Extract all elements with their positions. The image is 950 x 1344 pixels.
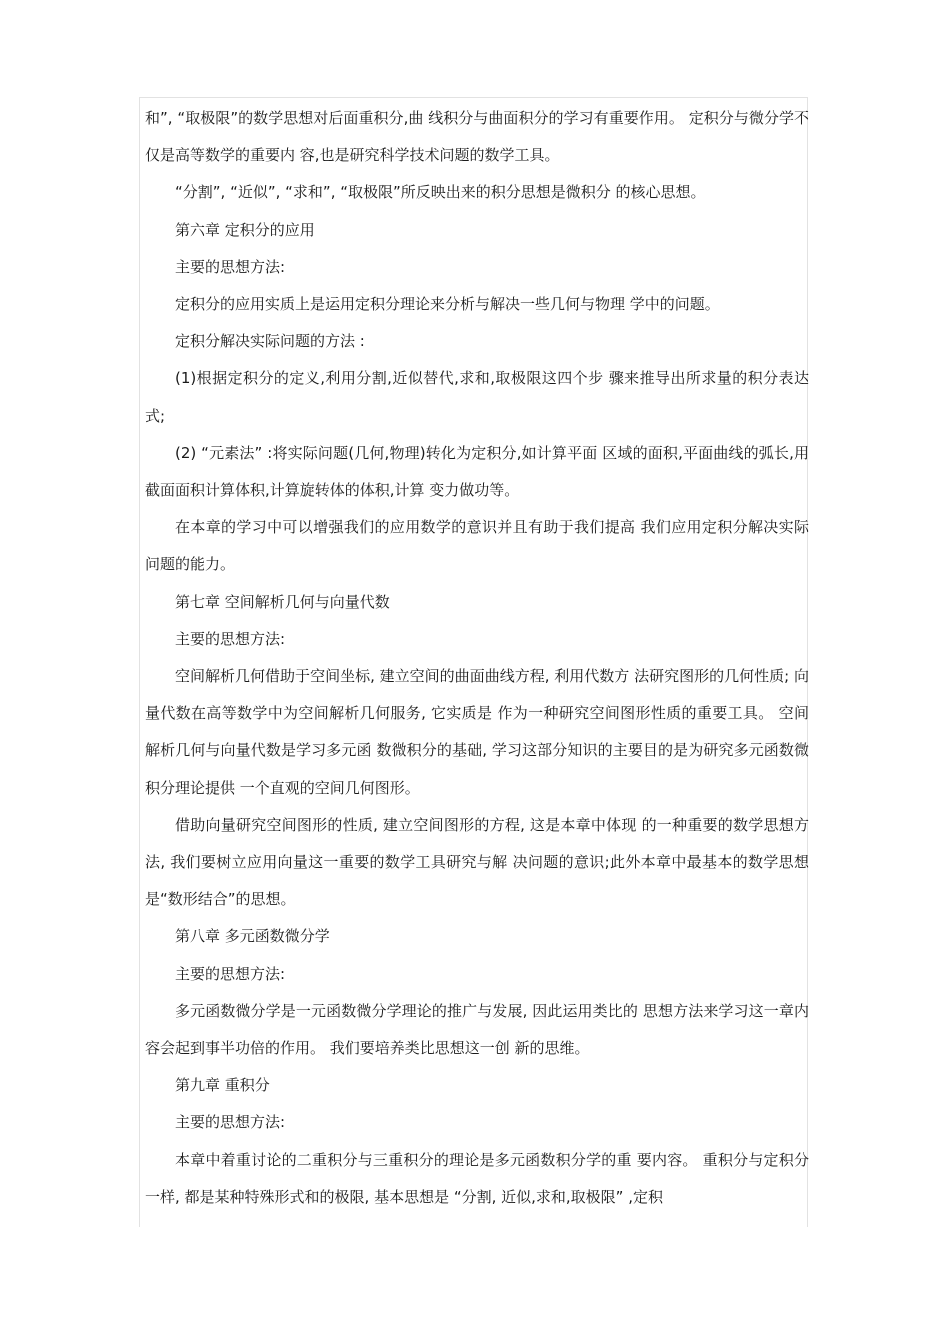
paragraph: 和”, “取极限”的数学思想对后面重积分,曲 线积分与曲面积分的学习有重要作用。 定积分与微分学不仅是高等数学的重要内 容,也是研究科学技术问题的数学工具。	[145, 109, 809, 165]
section-label: 主要的思想方法:	[175, 629, 286, 648]
paragraph: 定积分解决实际问题的方法 :	[175, 332, 365, 351]
section-label: 主要的思想方法:	[175, 964, 286, 983]
list-item: (1)根据定积分的定义,利用分割,近似替代,求和,取极限这四个步 骤来推导出所求量的积分表达式;	[145, 369, 809, 425]
paragraph: “分割”, “近似”, “求和”, “取极限”所反映出来的积分思想是微积分 的核心思想。	[175, 183, 706, 202]
paragraph: 借助向量研究空间图形的性质, 建立空间图形的方程, 这是本章中体现 的一种重要的数学思想方法, 我们要树立应用向量这一重要的数学工具研究与解 决问题的意识;此外本章中最基本的数学思想是“数形结合”的思想。	[145, 815, 809, 909]
paragraph: 在本章的学习中可以增强我们的应用数学的意识并且有助于我们提高 我们应用定积分解决实际问题的能力。	[145, 518, 809, 574]
chapter-heading: 第六章 定积分的应用	[175, 220, 315, 239]
paragraph: 空间解析几何借助于空间坐标, 建立空间的曲面曲线方程, 利用代数方 法研究图形的几何性质; 向量代数在高等数学中为空间解析几何服务, 它实质是 作为一种研究空间图形性质的重要工具。 空间解析几何与向量代数是学习多元函 数微积分的基础, 学习这部分知识的主要目的是为研究多元函数微积分理论提供 一个直观的空间几何图形。	[145, 667, 809, 797]
chapter-heading: 第九章 重积分	[175, 1076, 270, 1095]
section-label: 主要的思想方法:	[175, 257, 286, 276]
chapter-heading: 第八章 多元函数微分学	[175, 927, 330, 946]
section-label: 主要的思想方法:	[175, 1113, 286, 1132]
paragraph: 多元函数微分学是一元函数微分学理论的推广与发展, 因此运用类比的 思想方法来学习这一章内容会起到事半功倍的作用。 我们要培养类比思想这一创 新的思维。	[145, 1001, 809, 1058]
document-body	[145, 100, 809, 1218]
paragraph: 本章中着重讨论的二重积分与三重积分的理论是多元函数积分学的重 要内容。 重积分与定积分一样, 都是某种特殊形式和的极限, 基本思想是 “分割, 近似,求和,取极限” ,定积	[145, 1150, 809, 1206]
chapter-heading: 第七章 空间解析几何与向量代数	[175, 592, 390, 611]
list-item: (2) “元素法” :将实际问题(几何,物理)转化为定积分,如计算平面 区域的面积,平面曲线的弧长,用截面面积计算体积,计算旋转体的体积,计算 变力做功等。	[145, 443, 809, 500]
paragraph: 定积分的应用实质上是运用定积分理论来分析与解决一些几何与物理 学中的问题。	[175, 295, 720, 314]
